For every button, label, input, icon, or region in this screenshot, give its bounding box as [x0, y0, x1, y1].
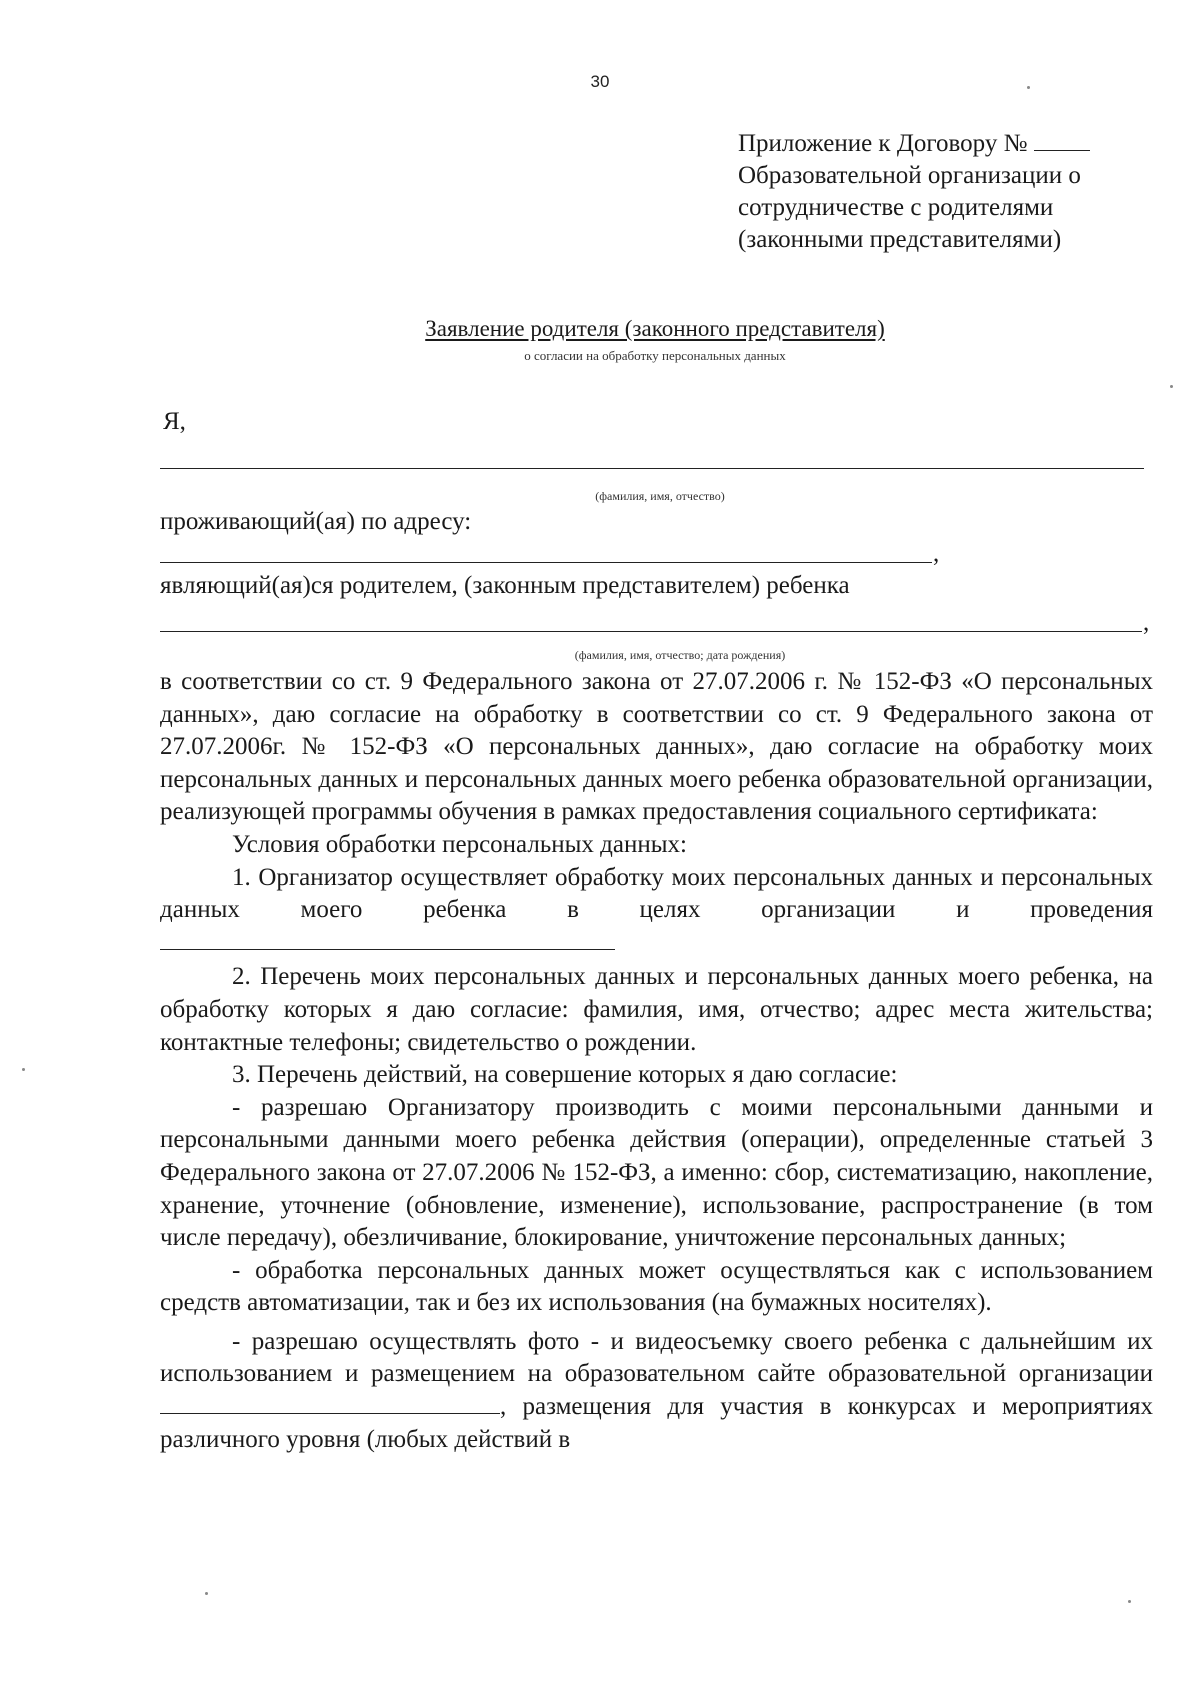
i-label: Я,: [163, 408, 186, 435]
page-number: 30: [590, 72, 610, 91]
website-blank[interactable]: [160, 1391, 500, 1414]
condition-1-text: 1. Организатор осуществляет обработку моих персональных данных и персональных данных моего ребенка в целях организации и проведения: [160, 863, 1153, 924]
scan-speck: [1027, 86, 1030, 89]
consent-body: [160, 666, 1153, 1456]
document-subtitle: о согласии на обработку персональных данных: [524, 348, 786, 363]
annex-header: [738, 128, 1178, 256]
paragraph-intro: в соответствии со ст. 9 Федерального закона от 27.07.2006 г. № 152-ФЗ «О персональных данных», даю согласие на обработку в соответствии со ст. 9 Федерального закона от 27.07.2006г. № 152-ФЗ «О персональных данных», даю согласие на обработку моих персональных данных и персональных данных моего ребенка образовательной организации, реализующей программы обучения в рамках предоставления социального сертификата:: [160, 668, 1153, 826]
annex-line-4: (законными представителями): [738, 226, 1062, 253]
address-label: проживающий(ая) по адресу:: [160, 508, 472, 535]
annex-line-3: сотрудничестве с родителями: [738, 194, 1054, 221]
paragraph-automation: - обработка персональных данных может осуществляться как с использованием средств автоматизации, так и без их использования (на бумажных носителях).: [160, 1256, 1153, 1317]
scan-speck: [1170, 385, 1173, 388]
paragraph-actions: - разрешаю Организатору производить с моими персональными данными и персональными данными моего ребенка действия (операции), определенные статьей 3 Федерального закона от 27.07.2006 № 152-ФЗ, а именно: сбор, систематизацию, накопление, хранение, уточнение (обновление, изменение), использование, распространение (в том числе передачу), обезличивание, блокирование, уничтожение персональных данных;: [160, 1093, 1153, 1252]
address-field[interactable]: [160, 562, 932, 563]
photo-video-continued: , размещения для участия в конкурсах и мероприятиях различного уровня (любых действий в: [160, 1393, 1153, 1453]
annex-contract-label: Приложение к Договору №: [738, 130, 1028, 157]
child-comma: ,: [1143, 609, 1150, 636]
document-title: Заявление родителя (законного представителя): [425, 316, 885, 341]
paragraph-condition-2: 2. Перечень моих персональных данных и персональных данных моего ребенка, на обработку которых я даю согласие: фамилия, имя, отчество; адрес места жительства; контактные телефоны; свидетельство о рождении.: [160, 963, 1153, 1056]
annex-line-2: Образовательной организации о: [738, 162, 1081, 189]
paragraph-condition-3: 3. Перечень действий, на совершение которых я даю согласие:: [232, 1061, 898, 1089]
scan-speck: [1128, 1600, 1131, 1603]
scan-speck: [22, 1068, 25, 1071]
child-fio-field[interactable]: [160, 631, 1142, 632]
child-fio-caption: (фамилия, имя, отчество; дата рождения): [574, 648, 786, 662]
photo-video-text: - разрешаю осуществлять фото - и видеосъемку своего ребенка с дальнейшим их использованием и размещением на образовательном сайте образовательной организации: [160, 1327, 1153, 1388]
contract-number-blank[interactable]: [1034, 130, 1090, 151]
paragraph-photo-video: [160, 1326, 1153, 1456]
address-comma: ,: [933, 540, 940, 567]
purpose-blank[interactable]: [160, 927, 615, 950]
parent-fio-caption: (фамилия, имя, отчество): [595, 489, 725, 503]
scan-speck: [205, 1592, 208, 1595]
paragraph-condition-1: [160, 862, 1153, 960]
parent-fio-field[interactable]: [160, 468, 1144, 469]
annex-line-1: [738, 128, 1178, 160]
parent-role-label: являющий(ая)ся родителем, (законным представителем) ребенка: [160, 572, 850, 599]
paragraph-conditions-heading: Условия обработки персональных данных:: [232, 830, 687, 858]
